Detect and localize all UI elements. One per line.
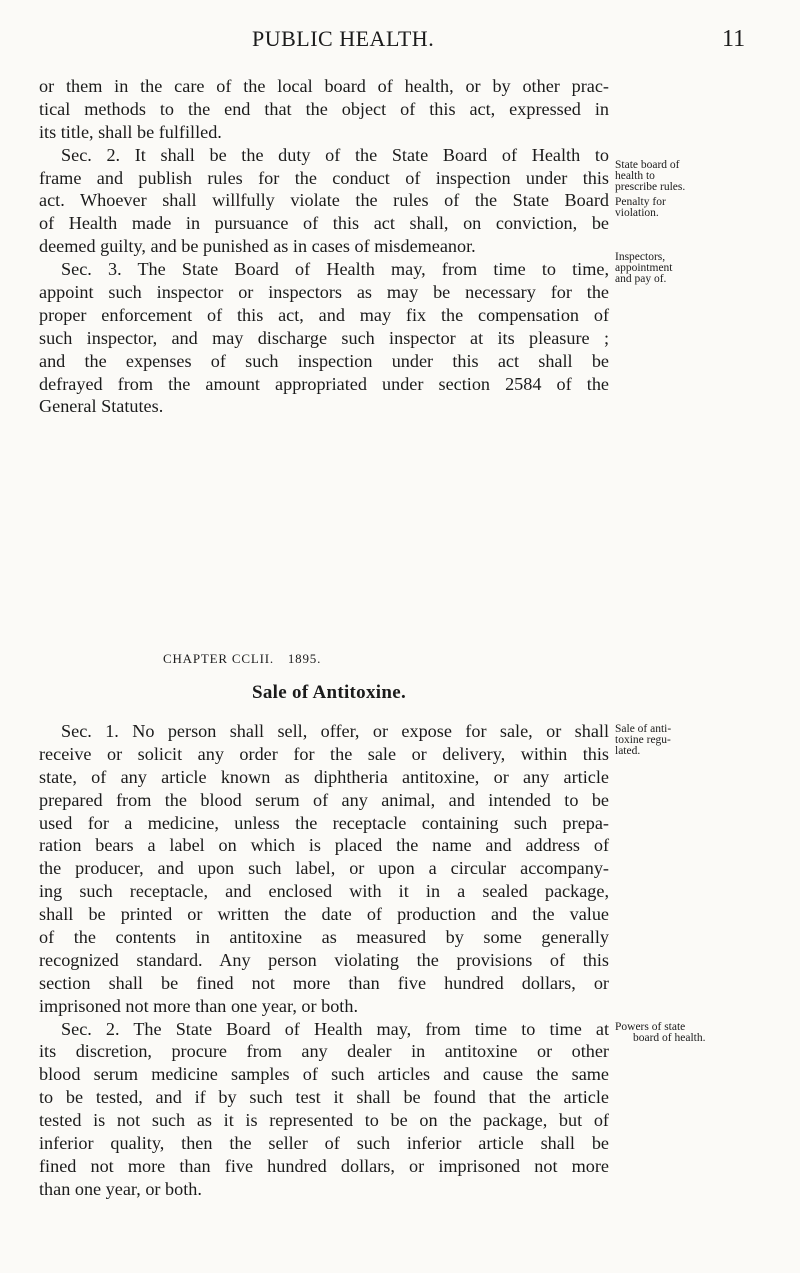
margin-note <box>615 160 685 193</box>
text-line: fined not more than five hundred dollars, or imprisoned not more <box>39 1155 609 1176</box>
text-line: such inspector, and may discharge such inspector at its pleasure ; <box>39 327 609 348</box>
text-line: to be tested, and if by such test it shall be found that the article <box>39 1087 609 1108</box>
margin-note-line: lated. <box>615 745 641 757</box>
margin-note-line: violation. <box>615 207 659 219</box>
text-line: its title, shall be fulfilled. <box>39 121 222 142</box>
text-line: state, of any article known as diphtheria antitoxine, or any article <box>39 766 609 787</box>
margin-note-line: health to <box>615 170 655 182</box>
text-line: Sec. 2. It shall be the duty of the State Board of Health to <box>61 144 609 165</box>
text-line: its discretion, procure from any dealer in antitoxine or other <box>39 1041 609 1062</box>
chapter-year: 1895. <box>287 651 322 666</box>
margin-note <box>615 252 673 285</box>
text-line: used for a medicine, unless the receptacle containing such prepa- <box>39 812 609 833</box>
text-line: ing such receptacle, and enclosed with it in a sealed package, <box>39 881 609 902</box>
text-line: than one year, or both. <box>39 1178 202 1199</box>
margin-note-line: Penalty for <box>615 196 666 208</box>
text-line: tical methods to the end that the object of this act, expressed in <box>39 98 609 119</box>
text-line: prepared from the blood serum of any animal, and intended to be <box>39 789 609 810</box>
section-text-top <box>39 75 609 418</box>
text-line: defrayed from the amount appropriated under section 2584 of the <box>39 373 609 394</box>
text-line: the producer, and upon such label, or upon a circular accompany- <box>39 858 609 879</box>
section-text-bottom <box>39 720 609 1201</box>
text-line: Sec. 3. The State Board of Health may, from time to time, <box>61 259 609 280</box>
text-line: imprisoned not more than one year, or both. <box>39 995 358 1016</box>
text-line: Sec. 2. The State Board of Health may, from time to time at <box>61 1018 609 1039</box>
margin-note <box>615 724 671 757</box>
text-line: of Health made in pursuance of this act shall, on conviction, be <box>39 213 609 234</box>
text-line: frame and publish rules for the conduct of inspection under this <box>39 167 609 188</box>
text-line: section shall be fined not more than five hundred dollars, or <box>39 972 609 993</box>
margin-note-line: appointment <box>615 262 673 274</box>
margin-note-line: board of health. <box>633 1032 706 1044</box>
text-line: proper enforcement of this act, and may fix the compensation of <box>39 304 609 325</box>
text-line: General Statutes. <box>39 396 164 417</box>
margin-note-line: toxine regu- <box>615 734 671 746</box>
margin-note-line: Powers of state <box>615 1021 686 1033</box>
margin-note-line: Sale of anti- <box>615 723 672 735</box>
page-number: 11 <box>722 26 746 52</box>
chapter-number: CHAPTER CCLII. <box>163 651 274 666</box>
chapter-heading <box>163 651 321 667</box>
margin-note <box>615 1022 706 1044</box>
text-line: appoint such inspector or inspectors as may be necessary for the <box>39 282 609 303</box>
text-line: recognized standard. Any person violating the provisions of this <box>39 949 609 970</box>
act-title: Sale of Antitoxine. <box>252 682 407 703</box>
text-line: inferior quality, then the seller of such inferior article shall be <box>39 1133 609 1154</box>
text-line: receive or solicit any order for the sale or delivery, within this <box>39 743 609 764</box>
text-line: of the contents in antitoxine as measured by some generally <box>39 927 609 948</box>
margin-note-line: State board of <box>615 159 680 171</box>
text-line: act. Whoever shall willfully violate the rules of the State Board <box>39 190 609 211</box>
text-line: ration bears a label on which is placed the name and address of <box>39 835 609 856</box>
text-line: blood serum medicine samples of such articles and cause the same <box>39 1064 609 1085</box>
text-line: Sec. 1. No person shall sell, offer, or expose for sale, or shall <box>61 721 609 741</box>
margin-note-line: and pay of. <box>615 273 667 285</box>
margin-note-line: prescribe rules. <box>615 181 686 193</box>
page-header <box>0 26 800 56</box>
text-line: shall be printed or written the date of production and the value <box>39 904 609 925</box>
margin-note-line: Inspectors, <box>615 251 666 263</box>
text-line: tested is not such as it is represented to be on the package, but of <box>39 1110 609 1131</box>
running-title: PUBLIC HEALTH. <box>252 26 435 51</box>
text-line: deemed guilty, and be punished as in cases of misdemeanor. <box>39 236 476 257</box>
text-line: and the expenses of such inspection under this act shall be <box>39 350 609 371</box>
margin-note <box>615 197 666 219</box>
text-line: or them in the care of the local board of health, or by other prac- <box>39 76 609 96</box>
